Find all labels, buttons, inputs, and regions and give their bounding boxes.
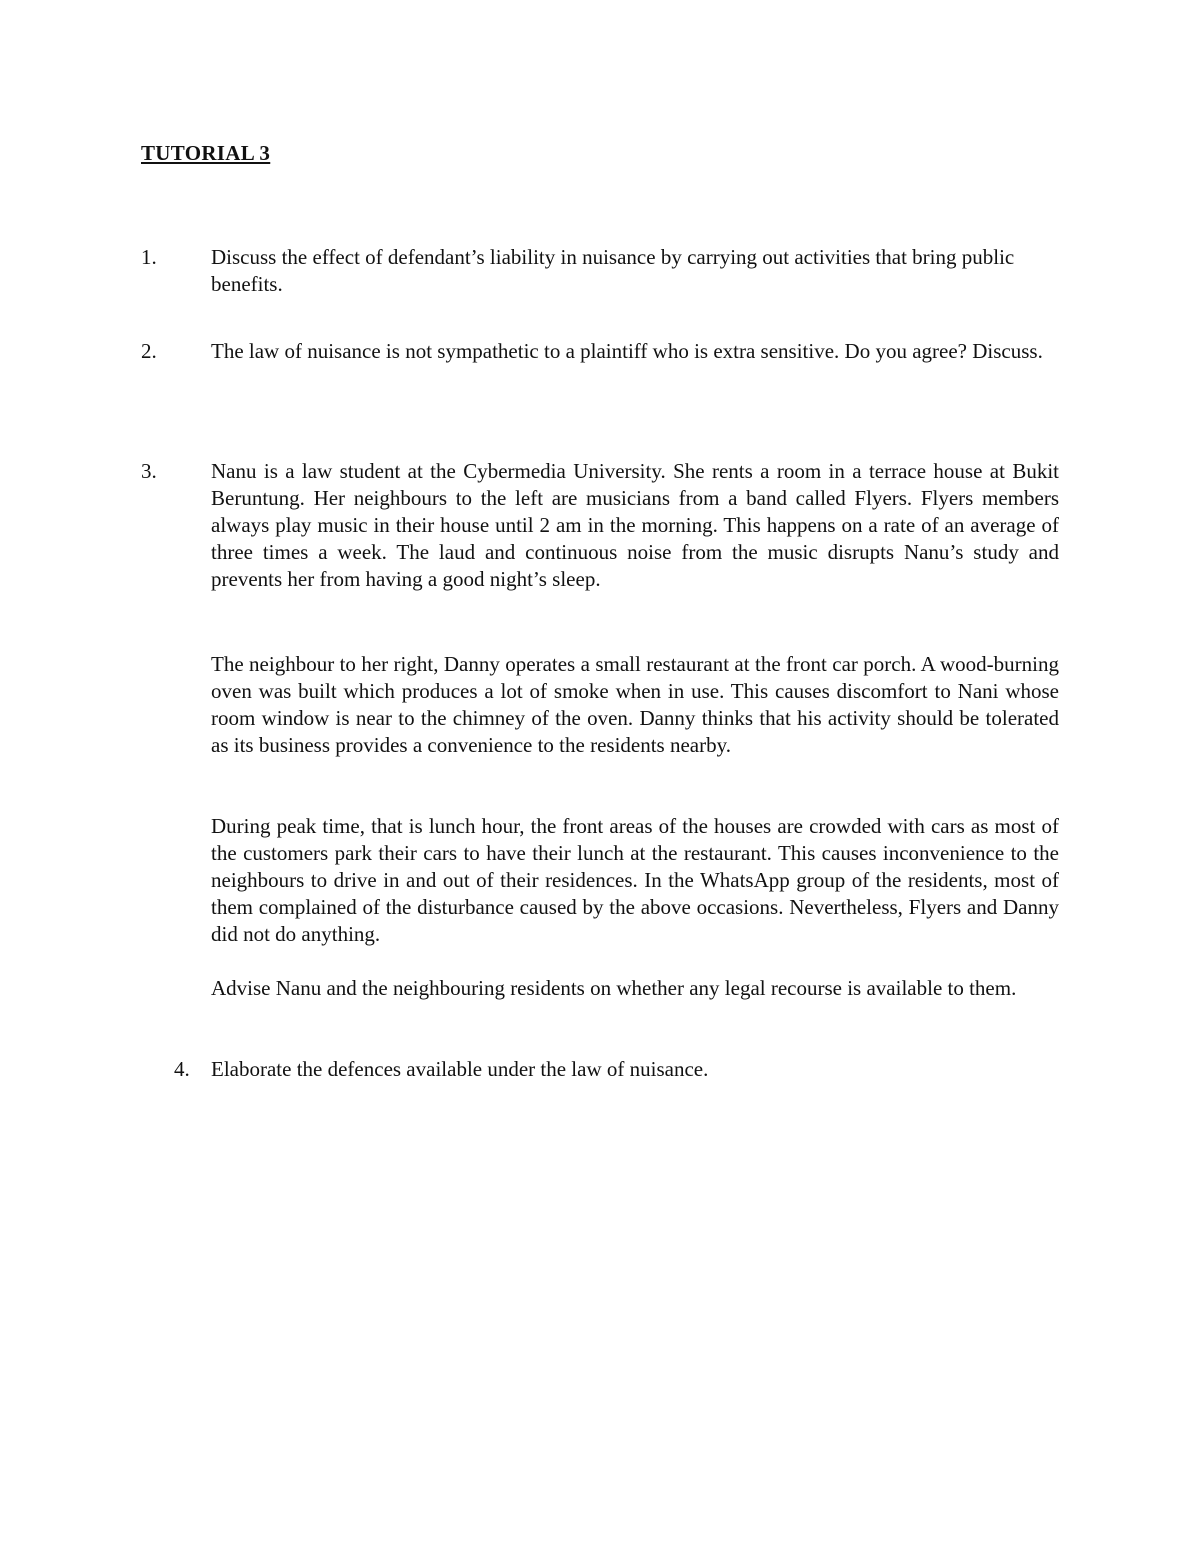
scenario-paragraph: Advise Nanu and the neighbouring residents on whether any legal recourse is available to them. — [211, 976, 1017, 1000]
page-title: TUTORIAL 3 — [141, 141, 271, 165]
question-number: 1. — [141, 245, 157, 269]
question-text: Discuss the effect of defendant’s liability in nuisance by carrying out activities that bring public benefits. — [211, 245, 1015, 296]
question-text: The law of nuisance is not sympathetic to a plaintiff who is extra sensitive. Do you agree? Discuss. — [211, 339, 1043, 363]
question-number: 3. — [141, 459, 157, 483]
question-number: 4. — [174, 1057, 190, 1081]
question-text: Elaborate the defences available under the law of nuisance. — [211, 1057, 709, 1081]
question-text: Nanu is a law student at the Cybermedia University. She rents a room in a terrace house at Bukit Beruntung. Her neighbours to the left are musicians from a band called Flyers. Flyers members always play music in their house until 2 am in the morning. This happens on a rate of an average of three times a week. The laud and continuous noise from the music disrupts Nanu’s study and prevents her from having a good night’s sleep. — [211, 459, 1059, 591]
scenario-paragraph: The neighbour to her right, Danny operates a small restaurant at the front car porch. A wood-burning oven was built which produces a lot of smoke when in use. This causes discomfort to Nani whose room window is near to the chimney of the oven. Danny thinks that his activity should be tolerated as its business provides a convenience to the residents nearby. — [211, 652, 1059, 757]
scenario-paragraph: During peak time, that is lunch hour, the front areas of the houses are crowded with cars as most of the customers park their cars to have their lunch at the restaurant. This causes inconvenience to the neighbours to drive in and out of their residences. In the WhatsApp group of the residents, most of them complained of the disturbance caused by the above occasions. Nevertheless, Flyers and Danny did not do anything. — [211, 814, 1059, 946]
question-number: 2. — [141, 339, 157, 363]
